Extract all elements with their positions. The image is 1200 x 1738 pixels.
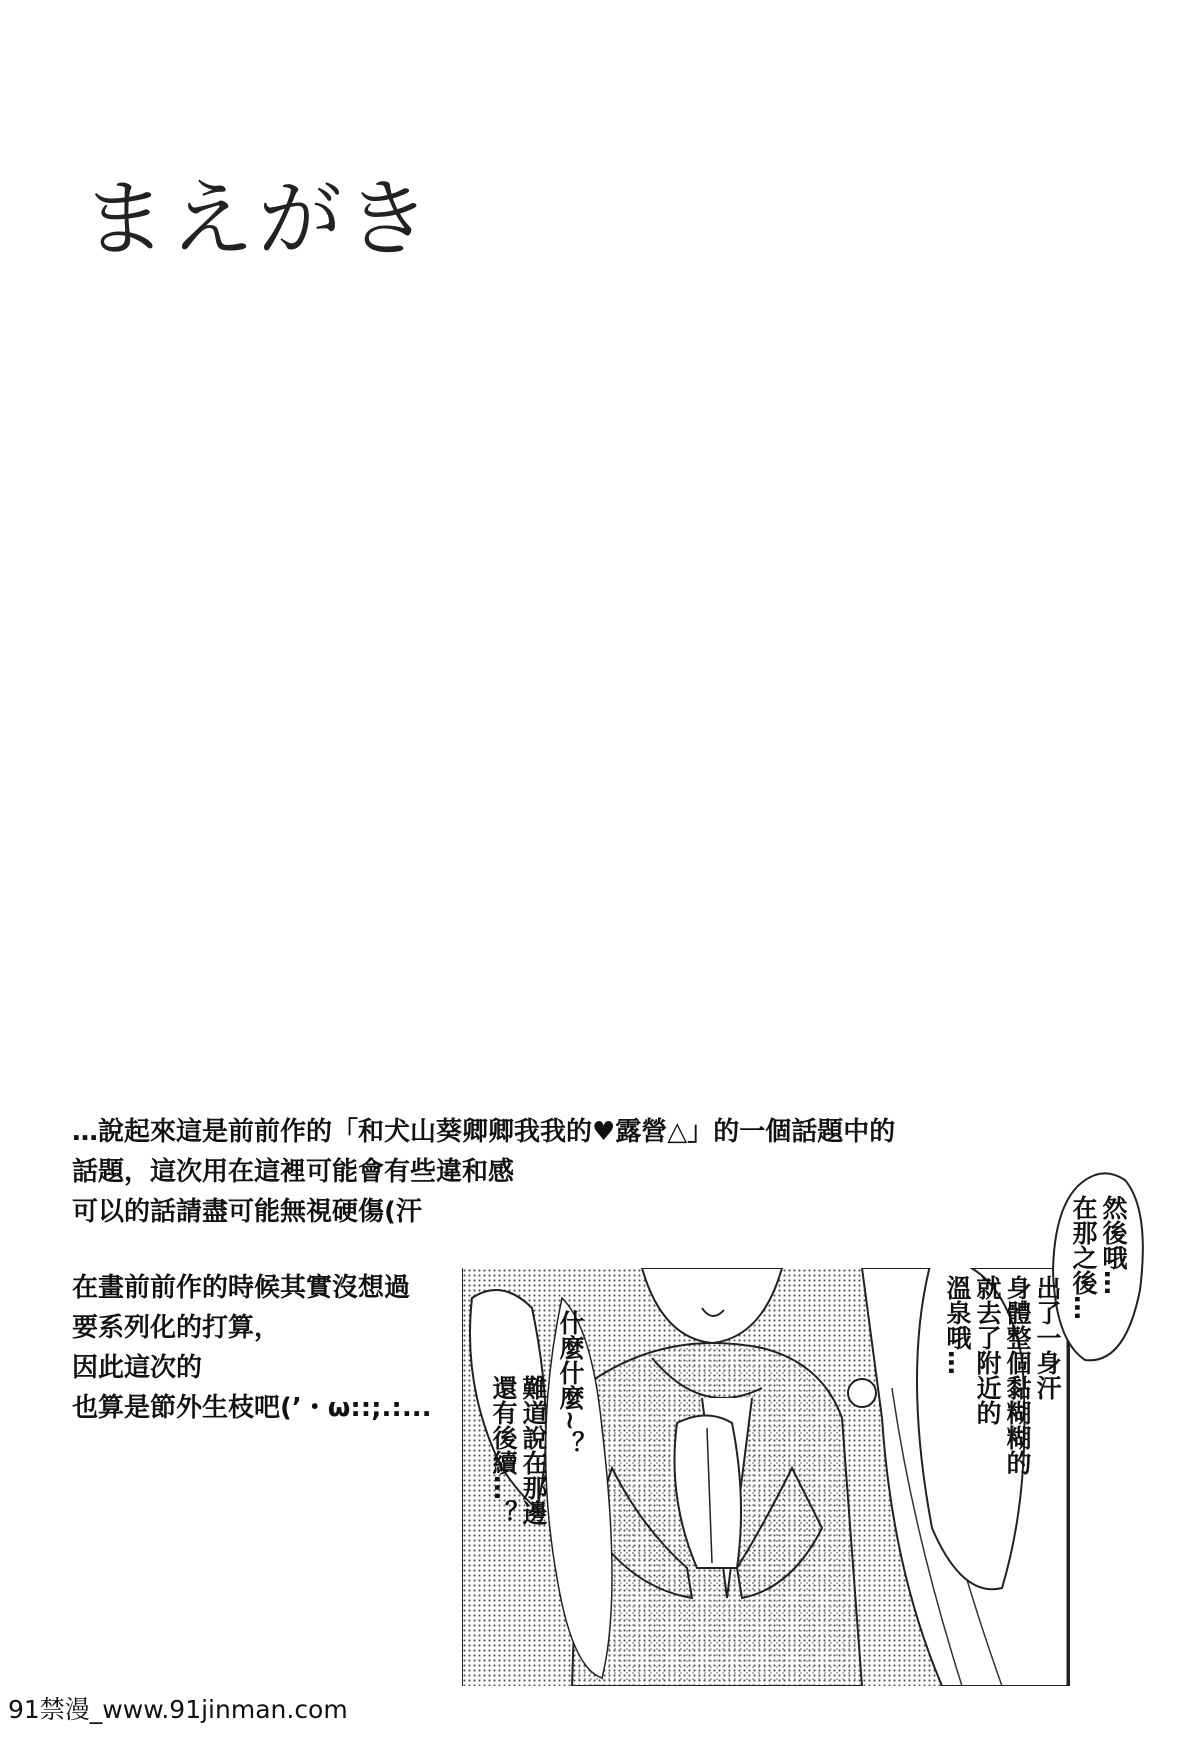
bubble-2-line-3: 就去了附近的 bbox=[973, 1275, 1002, 1425]
watermark: 91禁漫_www.91jinman.com bbox=[8, 1695, 348, 1724]
second-line-2: 要系列化的打算， bbox=[72, 1313, 281, 1343]
bubble-4-line-1: 難道說在那邊 bbox=[519, 1375, 548, 1525]
second-line-3: 因此這次的 bbox=[72, 1353, 203, 1383]
bubble-2-line-2: 身體整個黏糊糊的 bbox=[1003, 1275, 1032, 1475]
intro-line-2: 話題，這次用在這裡可能會有些違和感 bbox=[72, 1157, 515, 1187]
second-line-4: 也算是節外生枝吧(’・ω::;.:... bbox=[72, 1393, 432, 1423]
intro-line-1: …說起來這是前前作的「和犬山葵卿卿我我的♥露營△」的一個話題中的 bbox=[72, 1117, 896, 1147]
second-line-1: 在畫前前作的時候其實沒想過 bbox=[72, 1273, 411, 1303]
speech-bubble-1-text bbox=[1068, 1195, 1128, 1320]
speech-bubble-3-text bbox=[555, 1310, 585, 1456]
speech-bubble-2-text bbox=[942, 1275, 1062, 1475]
bubble-1-line-1: 然後哦… bbox=[1099, 1195, 1128, 1295]
bubble-2-line-4: 溫泉哦… bbox=[943, 1275, 972, 1375]
speech-bubble-4-text bbox=[488, 1375, 548, 1525]
second-paragraph bbox=[72, 1268, 431, 1428]
intro-line-3: 可以的話請盡可能無視硬傷(汗 bbox=[72, 1197, 422, 1227]
intro-paragraph bbox=[72, 1112, 895, 1232]
bubble-3-line-1: 什麼什麼~？ bbox=[556, 1310, 585, 1456]
page-title: まえがき bbox=[82, 170, 435, 268]
bubble-4-line-2: 還有後續…？ bbox=[489, 1375, 518, 1525]
bubble-2-line-1: 出了一身汗 bbox=[1033, 1275, 1062, 1400]
bubble-1-line-2: 在那之後… bbox=[1069, 1195, 1098, 1320]
